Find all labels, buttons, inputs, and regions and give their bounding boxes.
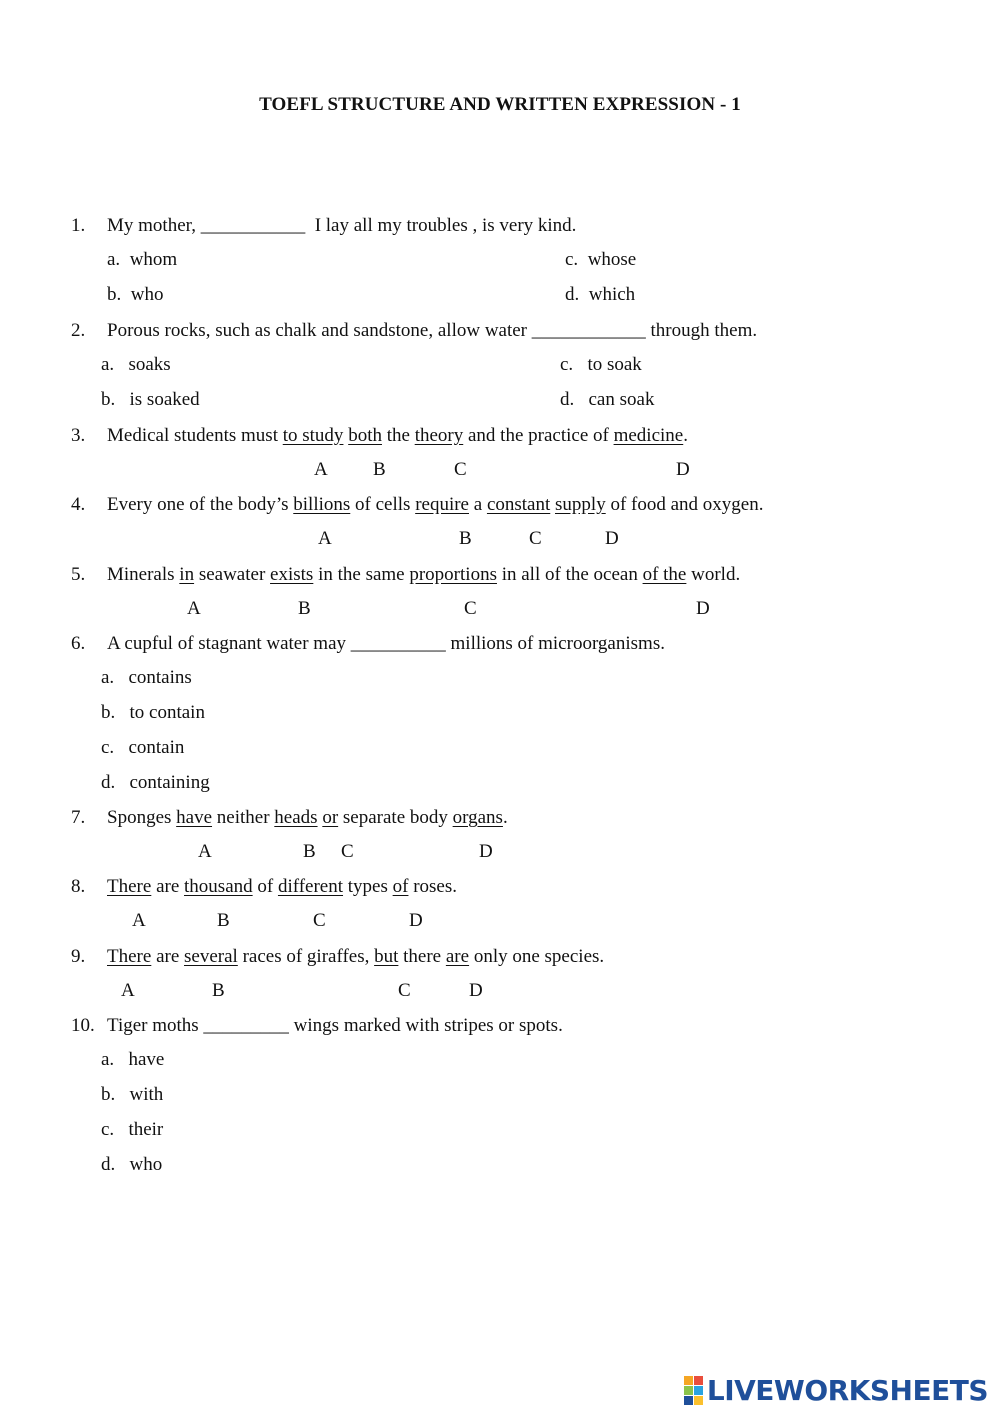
- question-3-letter-a: A: [314, 459, 328, 480]
- sentence-text: of: [252, 876, 278, 897]
- question-5-letter-a: A: [187, 598, 201, 619]
- question-1-option-b[interactable]: [107, 284, 163, 306]
- option-text: soaks: [128, 354, 171, 375]
- sentence-text: neither: [212, 807, 275, 828]
- option-text: to soak: [587, 354, 642, 375]
- option-text: whom: [129, 249, 178, 270]
- question-4-letter-a: A: [318, 528, 332, 549]
- liveworksheets-logo[interactable]: [684, 1372, 988, 1408]
- underlined-a[interactable]: There: [107, 876, 152, 897]
- question-9-number: 9.: [71, 946, 86, 967]
- sentence-text: Sponges: [107, 807, 177, 828]
- question-2-text: Porous rocks, such as chalk and sandstone, allow water ____________ through them.: [107, 320, 758, 341]
- option-label: b.: [107, 284, 122, 305]
- underlined-d[interactable]: supply: [555, 494, 606, 515]
- question-1-text-before: My mother, ___________: [107, 215, 306, 236]
- logo-tile: [694, 1376, 703, 1385]
- sentence-text: in all of the ocean: [496, 564, 643, 585]
- underlined-a[interactable]: There: [107, 946, 152, 967]
- sentence-text: Minerals: [107, 564, 180, 585]
- question-6-option-a[interactable]: [101, 667, 192, 689]
- question-10-option-a[interactable]: [101, 1049, 164, 1071]
- sentence-text: .: [502, 807, 508, 828]
- option-text: their: [128, 1119, 164, 1140]
- question-3-letter-d: D: [676, 459, 690, 480]
- question-1-option-c[interactable]: [565, 249, 636, 271]
- option-text: who: [130, 284, 164, 305]
- question-7-letter-b: B: [303, 841, 316, 862]
- option-label: d.: [101, 1154, 116, 1175]
- logo-grid-icon: [684, 1376, 703, 1405]
- underlined-c[interactable]: proportions: [409, 564, 497, 585]
- option-label: c.: [101, 1119, 115, 1140]
- question-4-number: 4.: [71, 494, 86, 515]
- question-9-sentence: [107, 945, 604, 969]
- underlined-a[interactable]: have: [176, 807, 213, 828]
- underlined-a[interactable]: billions: [293, 494, 351, 515]
- underlined-c[interactable]: or: [322, 807, 339, 828]
- question-8-letter-c: C: [313, 910, 326, 931]
- option-label: d.: [565, 284, 580, 305]
- question-3-letter-c: C: [454, 459, 467, 480]
- underlined-b[interactable]: thousand: [184, 876, 253, 897]
- option-text: have: [128, 1049, 165, 1070]
- sentence-text: a: [469, 494, 487, 515]
- question-5-letter-d: D: [696, 598, 710, 619]
- sentence-text: .: [683, 425, 688, 446]
- logo-text: LIVEWORKSHEETS: [706, 1373, 988, 1407]
- underlined-b[interactable]: heads: [274, 807, 318, 828]
- question-2-option-c[interactable]: [560, 354, 642, 376]
- question-2-option-d[interactable]: [560, 389, 654, 411]
- sentence-text: are: [151, 876, 185, 897]
- question-10-number: 10.: [71, 1015, 95, 1036]
- sentence-text: only one species.: [469, 946, 605, 967]
- sentence-text: separate body: [338, 807, 453, 828]
- question-9-letter-c: C: [398, 980, 411, 1001]
- question-6-option-b[interactable]: [101, 702, 205, 724]
- option-label: c.: [101, 737, 115, 758]
- question-7-letter-d: D: [479, 841, 493, 862]
- question-8-sentence: [107, 875, 457, 899]
- underlined-b[interactable]: several: [184, 946, 238, 967]
- question-5-letter-c: C: [464, 598, 477, 619]
- option-text: containing: [129, 772, 210, 793]
- question-8-letter-a: A: [132, 910, 146, 931]
- question-9-letter-b: B: [212, 980, 225, 1001]
- option-label: b.: [101, 702, 116, 723]
- option-text: to contain: [129, 702, 205, 723]
- underlined-c[interactable]: constant: [486, 494, 551, 515]
- question-1-option-d[interactable]: [565, 284, 635, 306]
- sentence-text: the: [381, 425, 415, 446]
- option-label: a.: [107, 249, 121, 270]
- underlined-d[interactable]: are: [445, 946, 470, 967]
- underlined-b[interactable]: require: [415, 494, 469, 515]
- sentence-text: Every one of the body’s: [107, 494, 294, 515]
- option-label: a.: [101, 667, 115, 688]
- sentence-text: and the practice of: [463, 425, 614, 446]
- question-8-letter-b: B: [217, 910, 230, 931]
- question-4-letter-d: D: [605, 528, 619, 549]
- sentence-text: Medical students must: [107, 425, 283, 446]
- question-5-sentence: [107, 563, 740, 587]
- sentence-text: of food and oxygen.: [605, 494, 764, 515]
- sentence-text: types: [343, 876, 393, 897]
- question-8-letter-d: D: [409, 910, 423, 931]
- option-text: whose: [587, 249, 637, 270]
- sentence-text: world.: [686, 564, 741, 585]
- question-1-text-after: I lay all my troubles , is very kind.: [314, 215, 577, 236]
- question-1-option-a[interactable]: [107, 249, 177, 271]
- sentence-text: roses.: [408, 876, 458, 897]
- sentence-text: races of giraffes,: [237, 946, 375, 967]
- option-label: a.: [101, 354, 115, 375]
- question-4-letter-b: B: [459, 528, 472, 549]
- question-6-text: A cupful of stagnant water may __________ millions of microorganisms.: [107, 633, 665, 654]
- question-10-option-b[interactable]: [101, 1084, 163, 1106]
- question-9-letter-d: D: [469, 980, 483, 1001]
- question-3-letter-b: B: [373, 459, 386, 480]
- question-1-number: 1.: [71, 215, 86, 236]
- underlined-a[interactable]: to study: [282, 425, 344, 446]
- option-text: contains: [128, 667, 192, 688]
- option-label: d.: [560, 389, 575, 410]
- question-8-number: 8.: [71, 876, 86, 897]
- underlined-c[interactable]: theory: [414, 425, 464, 446]
- question-5-letter-b: B: [298, 598, 311, 619]
- logo-tile: [684, 1396, 693, 1405]
- question-6-number: 6.: [71, 633, 86, 654]
- option-text: who: [129, 1154, 163, 1175]
- question-4-sentence: [107, 493, 763, 517]
- worksheet-title: TOEFL STRUCTURE AND WRITTEN EXPRESSION - 1: [259, 94, 741, 115]
- option-label: d.: [101, 772, 116, 793]
- question-3-number: 3.: [71, 425, 86, 446]
- question-1-text: [107, 214, 576, 238]
- option-text: can soak: [588, 389, 655, 410]
- underlined-c[interactable]: different: [277, 876, 344, 897]
- option-label: b.: [101, 389, 116, 410]
- question-6-option-c[interactable]: [101, 737, 184, 759]
- logo-tile: [694, 1386, 703, 1395]
- logo-tile: [694, 1396, 703, 1405]
- sentence-text: of cells: [350, 494, 416, 515]
- option-label: c.: [565, 249, 579, 270]
- underlined-a[interactable]: in: [179, 564, 195, 585]
- sentence-text: are: [151, 946, 185, 967]
- option-label: b.: [101, 1084, 116, 1105]
- logo-tile: [684, 1386, 693, 1395]
- option-text: with: [129, 1084, 164, 1105]
- question-7-letter-a: A: [198, 841, 212, 862]
- sentence-text: seawater: [194, 564, 271, 585]
- question-10-option-d[interactable]: [101, 1154, 162, 1176]
- underlined-c[interactable]: but: [374, 946, 399, 967]
- question-7-sentence: [107, 806, 508, 830]
- option-text: is soaked: [129, 389, 200, 410]
- question-4-letter-c: C: [529, 528, 542, 549]
- underlined-d[interactable]: of the: [642, 564, 687, 585]
- option-text: which: [588, 284, 636, 305]
- sentence-text: there: [398, 946, 446, 967]
- logo-tile: [684, 1376, 693, 1385]
- question-2-option-b[interactable]: [101, 389, 200, 411]
- question-5-number: 5.: [71, 564, 86, 585]
- sentence-text: in the same: [313, 564, 410, 585]
- underlined-b[interactable]: both: [348, 425, 382, 446]
- question-2-option-a[interactable]: [101, 354, 171, 376]
- underlined-d[interactable]: medicine: [613, 425, 684, 446]
- question-9-letter-a: A: [121, 980, 135, 1001]
- question-10-option-c[interactable]: [101, 1119, 163, 1141]
- option-text: contain: [128, 737, 185, 758]
- option-label: a.: [101, 1049, 115, 1070]
- option-label: c.: [560, 354, 574, 375]
- question-3-sentence: [107, 424, 688, 448]
- underlined-d[interactable]: of: [392, 876, 409, 897]
- underlined-d[interactable]: organs: [452, 807, 503, 828]
- question-6-option-d[interactable]: [101, 772, 210, 794]
- question-10-text: Tiger moths _________ wings marked with stripes or spots.: [107, 1015, 563, 1036]
- question-7-letter-c: C: [341, 841, 354, 862]
- underlined-b[interactable]: exists: [270, 564, 314, 585]
- question-7-number: 7.: [71, 807, 86, 828]
- question-2-number: 2.: [71, 320, 86, 341]
